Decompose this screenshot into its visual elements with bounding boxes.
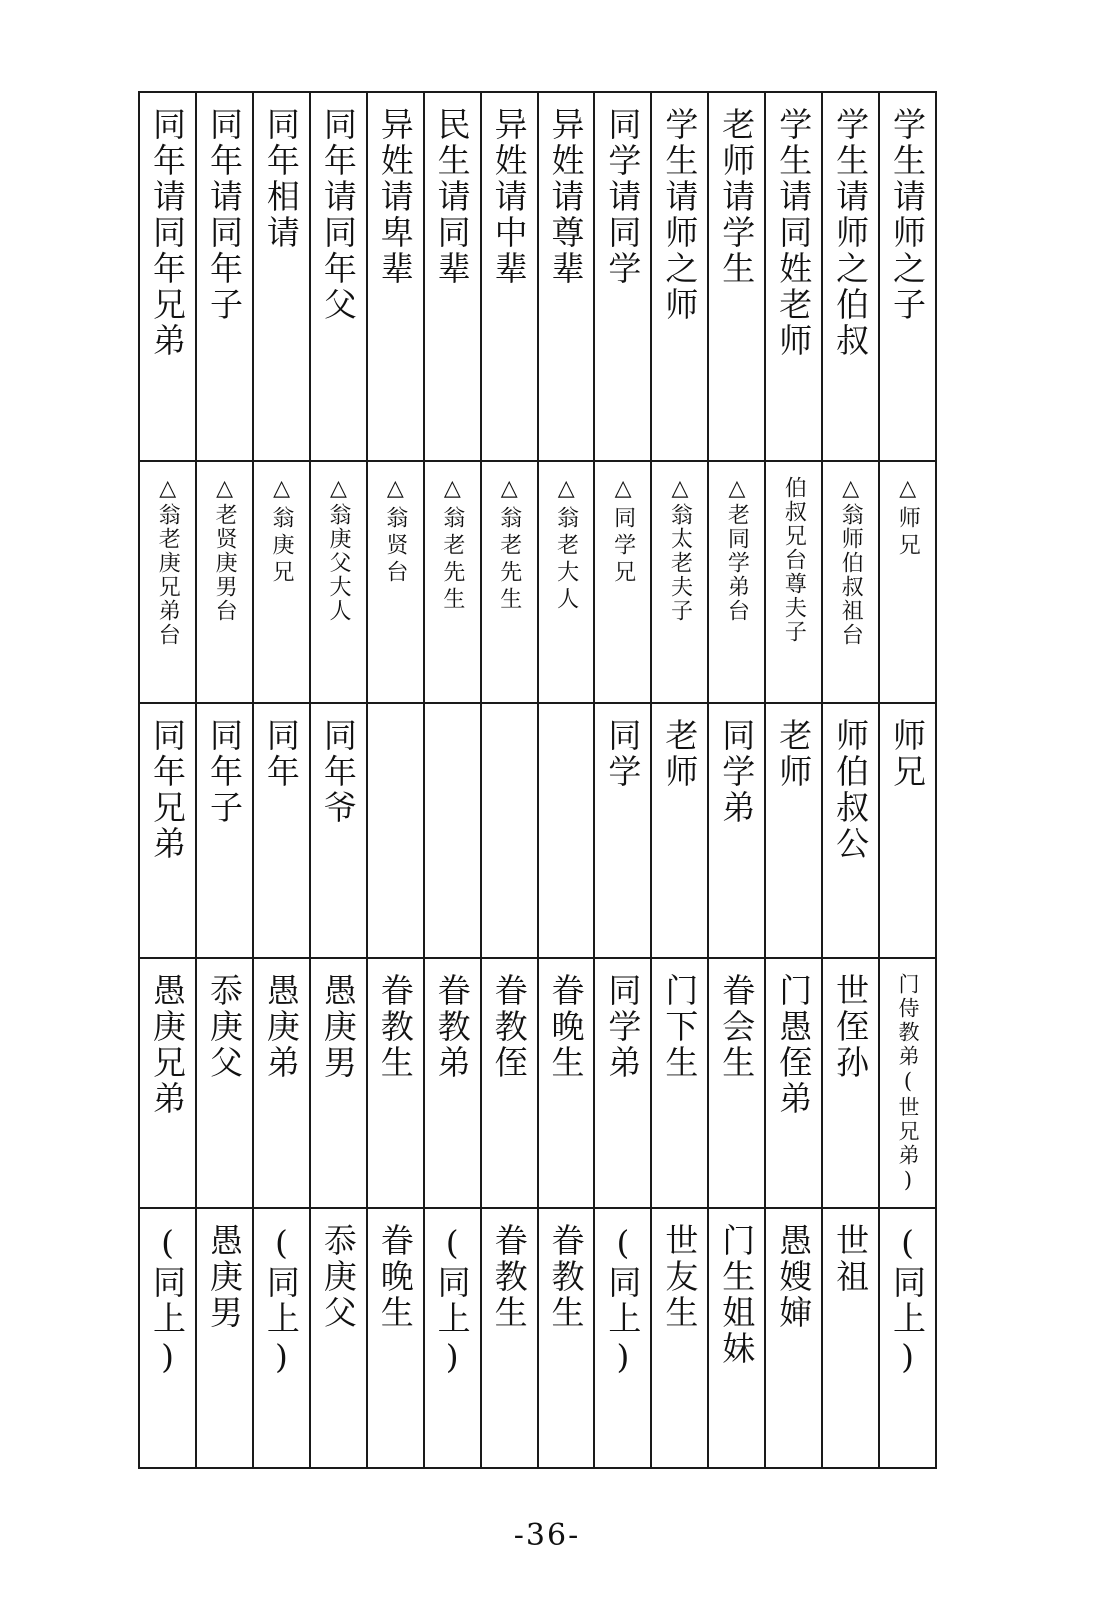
table-cell bbox=[482, 959, 537, 1209]
table-cell bbox=[197, 93, 252, 462]
table-cell bbox=[368, 462, 423, 704]
cell-text: 眷会生 bbox=[717, 973, 757, 1081]
cell-text: 同年兄弟 bbox=[148, 718, 188, 862]
cell-text: 学生请师之师 bbox=[660, 107, 700, 323]
cell-text: 眷晚生 bbox=[375, 1223, 415, 1331]
table-cell bbox=[254, 704, 309, 959]
cell-text: 异姓请卑辈 bbox=[375, 107, 415, 287]
table-column bbox=[537, 93, 594, 1467]
cell-text: △翁老庚兄弟台 bbox=[155, 476, 181, 647]
cell-text: 异姓请中辈 bbox=[489, 107, 529, 287]
table-cell bbox=[311, 462, 366, 704]
table-cell bbox=[766, 1209, 821, 1467]
table-cell bbox=[880, 704, 935, 959]
table-cell bbox=[539, 704, 594, 959]
table-column bbox=[480, 93, 537, 1467]
table-cell bbox=[254, 462, 309, 704]
table-column bbox=[366, 93, 423, 1467]
table-cell bbox=[197, 704, 252, 959]
table-column bbox=[195, 93, 252, 1467]
table-column bbox=[821, 93, 878, 1467]
table-cell bbox=[880, 959, 935, 1209]
cell-text: 师伯叔公 bbox=[831, 718, 871, 862]
table-cell bbox=[197, 462, 252, 704]
table-column bbox=[252, 93, 309, 1467]
table-column bbox=[593, 93, 650, 1467]
table-cell bbox=[482, 462, 537, 704]
table-cell bbox=[595, 704, 650, 959]
table-cell bbox=[766, 93, 821, 462]
table-cell bbox=[539, 959, 594, 1209]
cell-text: 同年请同年子 bbox=[204, 107, 244, 323]
cell-text: 同年子 bbox=[204, 718, 244, 826]
cell-text: 同学请同学 bbox=[603, 107, 643, 287]
table-cell bbox=[482, 704, 537, 959]
cell-text: (同上) bbox=[432, 1223, 472, 1379]
table-column bbox=[309, 93, 366, 1467]
table-cell bbox=[595, 462, 650, 704]
table-cell bbox=[823, 959, 878, 1209]
cell-text: 眷晚生 bbox=[546, 973, 586, 1081]
page-number: -36- bbox=[513, 1518, 581, 1553]
cell-text: △师兄 bbox=[895, 476, 921, 560]
table-cell bbox=[709, 93, 764, 462]
cell-text: 师兄 bbox=[888, 718, 928, 790]
cell-text: 学生请同姓老师 bbox=[774, 107, 814, 359]
cell-text: 老师 bbox=[660, 718, 700, 790]
table-cell bbox=[311, 704, 366, 959]
cell-text: 愚庚兄弟 bbox=[148, 973, 188, 1117]
cell-text: 伯叔兄台尊夫子 bbox=[781, 476, 807, 644]
table-cell bbox=[140, 704, 195, 959]
cell-text: 老师 bbox=[774, 718, 814, 790]
cell-text: △翁太老夫子 bbox=[667, 476, 693, 623]
cell-text: 老师请学生 bbox=[717, 107, 757, 287]
table-cell bbox=[652, 462, 707, 704]
cell-text: (同上) bbox=[888, 1223, 928, 1379]
cell-text: 门愚侄弟 bbox=[774, 973, 814, 1117]
table-cell bbox=[539, 1209, 594, 1467]
table-cell bbox=[425, 704, 480, 959]
cell-text: 同年请同年父 bbox=[318, 107, 358, 323]
table-cell bbox=[880, 462, 935, 704]
table-cell bbox=[425, 462, 480, 704]
table-cell bbox=[368, 704, 423, 959]
table-cell bbox=[766, 704, 821, 959]
cell-text: 眷教侄 bbox=[489, 973, 529, 1081]
cell-text: △老同学弟台 bbox=[724, 476, 750, 623]
table-column bbox=[764, 93, 821, 1467]
cell-text: 眷教生 bbox=[546, 1223, 586, 1331]
table-cell bbox=[595, 93, 650, 462]
table-cell bbox=[368, 959, 423, 1209]
table-cell bbox=[425, 959, 480, 1209]
cell-text: 愚庚男 bbox=[318, 973, 358, 1081]
cell-text: 学生请师之子 bbox=[888, 107, 928, 323]
table-cell bbox=[823, 93, 878, 462]
table-cell bbox=[766, 462, 821, 704]
cell-text: (同上) bbox=[603, 1223, 643, 1379]
table-cell bbox=[539, 462, 594, 704]
table-cell bbox=[652, 1209, 707, 1467]
table-cell bbox=[197, 1209, 252, 1467]
table-column bbox=[140, 93, 195, 1467]
table-cell bbox=[311, 1209, 366, 1467]
table-cell bbox=[425, 93, 480, 462]
table-cell bbox=[140, 462, 195, 704]
table-cell bbox=[311, 93, 366, 462]
table-cell bbox=[140, 959, 195, 1209]
table-cell bbox=[140, 93, 195, 462]
cell-text: 眷教弟 bbox=[432, 973, 472, 1081]
cell-text: 门侍教弟(世兄弟) bbox=[896, 973, 921, 1195]
table-cell bbox=[652, 704, 707, 959]
table-cell bbox=[368, 1209, 423, 1467]
table-cell bbox=[652, 93, 707, 462]
cell-text: (同上) bbox=[261, 1223, 301, 1379]
table-cell bbox=[766, 959, 821, 1209]
cell-text: 愚嫂婶 bbox=[774, 1223, 814, 1331]
cell-text: 世侄孙 bbox=[831, 973, 871, 1081]
cell-text: 眷教生 bbox=[489, 1223, 529, 1331]
cell-text: 同年 bbox=[261, 718, 301, 790]
table-cell bbox=[425, 1209, 480, 1467]
cell-text: 同年相请 bbox=[261, 107, 301, 251]
table-column bbox=[707, 93, 764, 1467]
table-cell bbox=[140, 1209, 195, 1467]
cell-text: 同学 bbox=[603, 718, 643, 790]
cell-text: △翁庚父大人 bbox=[325, 476, 351, 623]
cell-text: 眷教生 bbox=[375, 973, 415, 1081]
table-cell bbox=[254, 959, 309, 1209]
cell-text: △翁贤台 bbox=[382, 476, 408, 587]
table-cell bbox=[709, 959, 764, 1209]
cell-text: 民生请同辈 bbox=[432, 107, 472, 287]
table-column bbox=[650, 93, 707, 1467]
cell-text: △翁庚兄 bbox=[269, 476, 295, 587]
cell-text: 愚庚男 bbox=[204, 1223, 244, 1331]
table-column bbox=[878, 93, 935, 1467]
table-cell bbox=[482, 93, 537, 462]
table-cell bbox=[823, 462, 878, 704]
cell-text: (同上) bbox=[148, 1223, 188, 1379]
table-cell bbox=[482, 1209, 537, 1467]
cell-text: △翁老先生 bbox=[496, 476, 522, 614]
table-cell bbox=[709, 1209, 764, 1467]
table-cell bbox=[368, 93, 423, 462]
cell-text: △翁老先生 bbox=[439, 476, 465, 614]
table-cell bbox=[652, 959, 707, 1209]
table-cell bbox=[880, 93, 935, 462]
table-cell bbox=[254, 93, 309, 462]
table-cell bbox=[539, 93, 594, 462]
cell-text: 世友生 bbox=[660, 1223, 700, 1331]
cell-text: 异姓请尊辈 bbox=[546, 107, 586, 287]
cell-text: △翁师伯叔祖台 bbox=[838, 476, 864, 647]
cell-text: △老贤庚男台 bbox=[212, 476, 238, 623]
table-cell bbox=[311, 959, 366, 1209]
table-cell bbox=[823, 1209, 878, 1467]
table-cell bbox=[823, 704, 878, 959]
cell-text: 门下生 bbox=[660, 973, 700, 1081]
cell-text: 同学弟 bbox=[717, 718, 757, 826]
table-cell bbox=[709, 462, 764, 704]
cell-text: 世祖 bbox=[831, 1223, 871, 1295]
cell-text: 愚庚弟 bbox=[261, 973, 301, 1081]
table-cell bbox=[197, 959, 252, 1209]
cell-text: 同年爷 bbox=[318, 718, 358, 826]
cell-text: 忝庚父 bbox=[318, 1223, 358, 1331]
cell-text: △翁老大人 bbox=[553, 476, 579, 614]
cell-text: 同学弟 bbox=[603, 973, 643, 1081]
table-cell bbox=[709, 704, 764, 959]
cell-text: 忝庚父 bbox=[204, 973, 244, 1081]
table-cell bbox=[595, 959, 650, 1209]
cell-text: △同学兄 bbox=[610, 476, 636, 587]
table-cell bbox=[880, 1209, 935, 1467]
table-column bbox=[423, 93, 480, 1467]
cell-text: 门生姐妹 bbox=[717, 1223, 757, 1367]
cell-text: 同年请同年兄弟 bbox=[148, 107, 188, 359]
cell-text: 学生请师之伯叔 bbox=[831, 107, 871, 359]
table-cell bbox=[254, 1209, 309, 1467]
table-cell bbox=[595, 1209, 650, 1467]
forms-of-address-table bbox=[138, 91, 937, 1469]
